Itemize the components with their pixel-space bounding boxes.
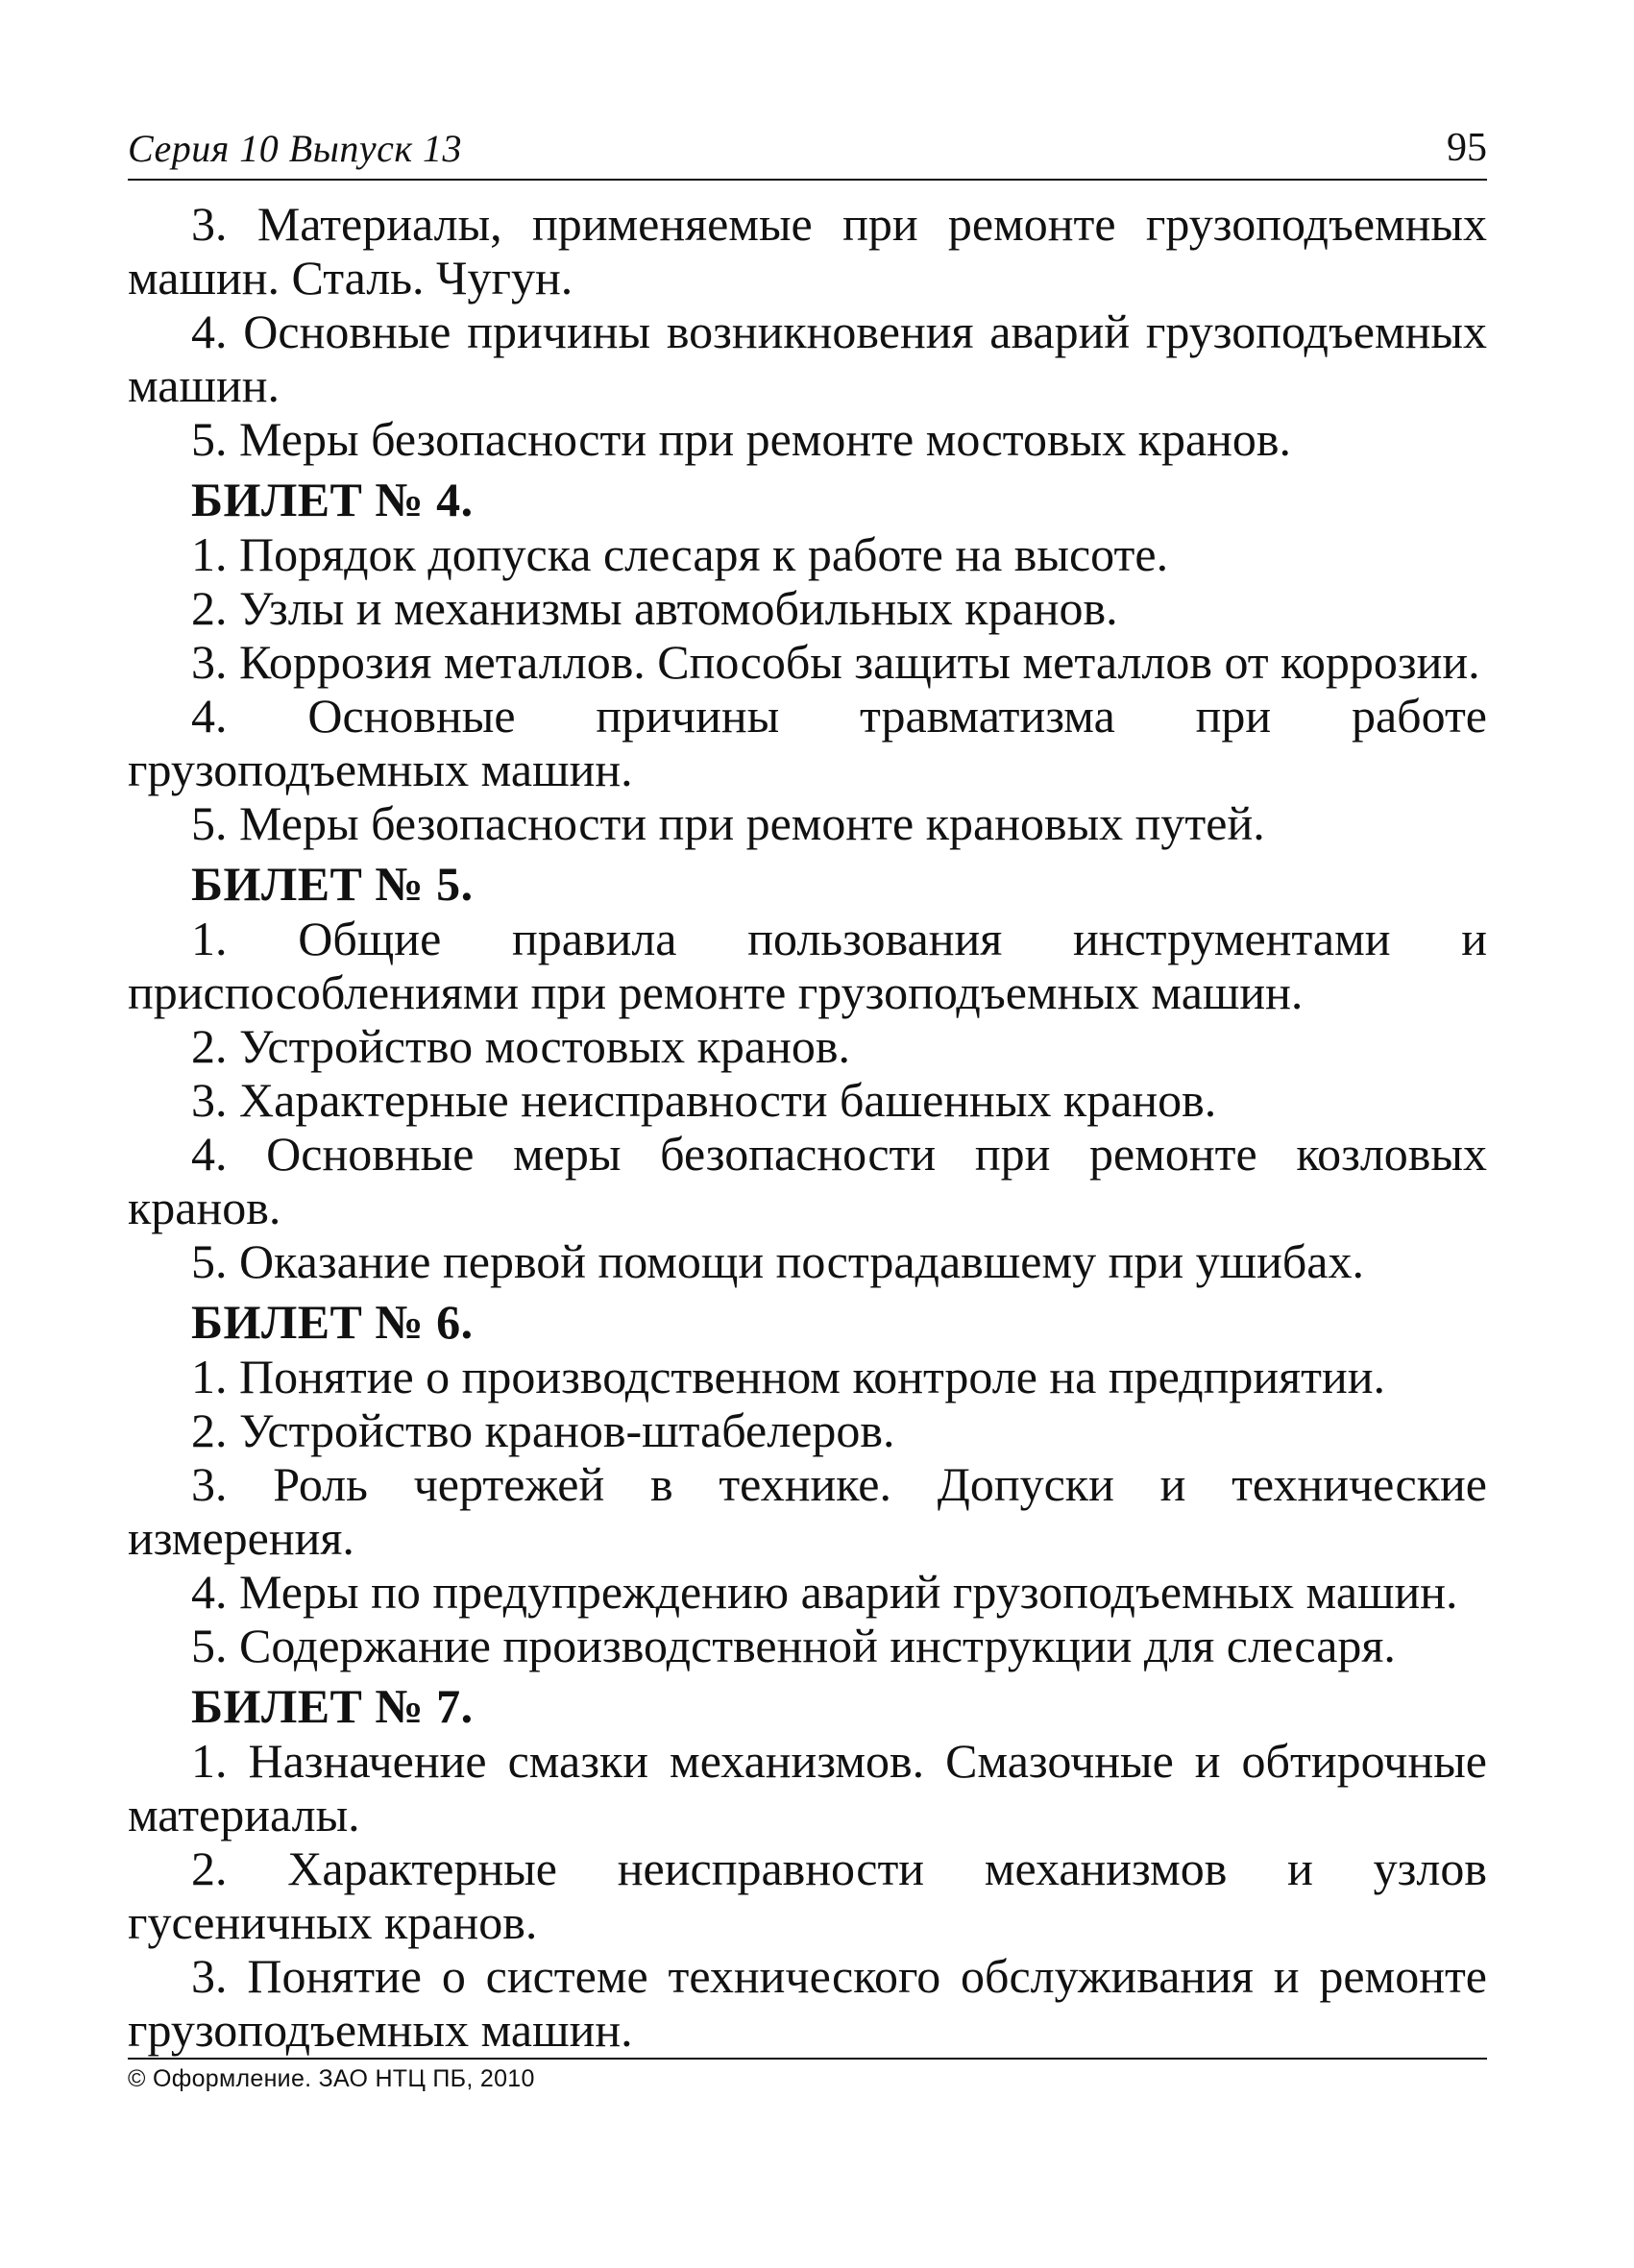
list-item: 2. Устройство мостовых кранов. (191, 1019, 850, 1073)
footer-divider (128, 2058, 1487, 2060)
list-item: 3. Роль чертежей в технике. Допуски и технические измерения. (128, 1457, 1487, 1565)
list-item: 3. Коррозия металлов. Способы защиты металлов от коррозии. (191, 635, 1480, 689)
ticket-heading: БИЛЕТ № 4. (191, 473, 474, 526)
list-item: 2. Устройство кранов-штабелеров. (191, 1403, 895, 1457)
list-item: 4. Основные меры безопасности при ремонте козловых кранов. (128, 1127, 1487, 1234)
list-item: 4. Основные причины возникновения аварий грузоподъемных машин. (128, 305, 1487, 412)
list-item: 1. Общие правила пользования инструментами и приспособлениями при ремонте грузоподъемных машин. (128, 912, 1487, 1019)
ticket-heading: БИЛЕТ № 6. (191, 1295, 474, 1349)
list-item: 5. Меры безопасности при ремонте мостовых кранов. (191, 412, 1292, 466)
list-item: 5. Меры безопасности при ремонте крановых путей. (191, 796, 1265, 850)
list-item: 1. Порядок допуска слесаря к работе на высоте. (191, 527, 1169, 581)
list-item: 5. Оказание первой помощи пострадавшему при ушибах. (191, 1234, 1364, 1288)
copyright-footer: © Оформление. ЗАО НТЦ ПБ, 2010 (128, 2065, 535, 2092)
ticket-heading: БИЛЕТ № 7. (191, 1679, 474, 1733)
list-item: 4. Меры по предупреждению аварий грузоподъемных машин. (191, 1565, 1458, 1619)
page-content (128, 197, 1487, 2057)
list-item: 3. Материалы, применяемые при ремонте грузоподъемных машин. Сталь. Чугун. (128, 197, 1487, 305)
list-item: 2. Узлы и механизмы автомобильных кранов. (191, 581, 1118, 635)
list-item: 5. Содержание производственной инструкции для слесаря. (191, 1619, 1396, 1672)
list-item: 4. Основные причины травматизма при работе грузоподъемных машин. (128, 689, 1487, 796)
series-title: Серия 10 Выпуск 13 (128, 127, 463, 170)
list-item: 1. Понятие о производственном контроле на предприятии. (191, 1350, 1385, 1403)
list-item: 3. Понятие о системе технического обслуживания и ремонте грузоподъемных машин. (128, 1949, 1487, 2057)
ticket-heading: БИЛЕТ № 5. (191, 857, 474, 911)
list-item: 1. Назначение смазки механизмов. Смазочные и обтирочные материалы. (128, 1734, 1487, 1841)
page-number: 95 (1447, 126, 1487, 170)
list-item: 3. Характерные неисправности башенных кранов. (191, 1073, 1217, 1127)
running-header (128, 125, 1487, 181)
list-item: 2. Характерные неисправности механизмов и узлов гусеничных кранов. (128, 1841, 1487, 1949)
